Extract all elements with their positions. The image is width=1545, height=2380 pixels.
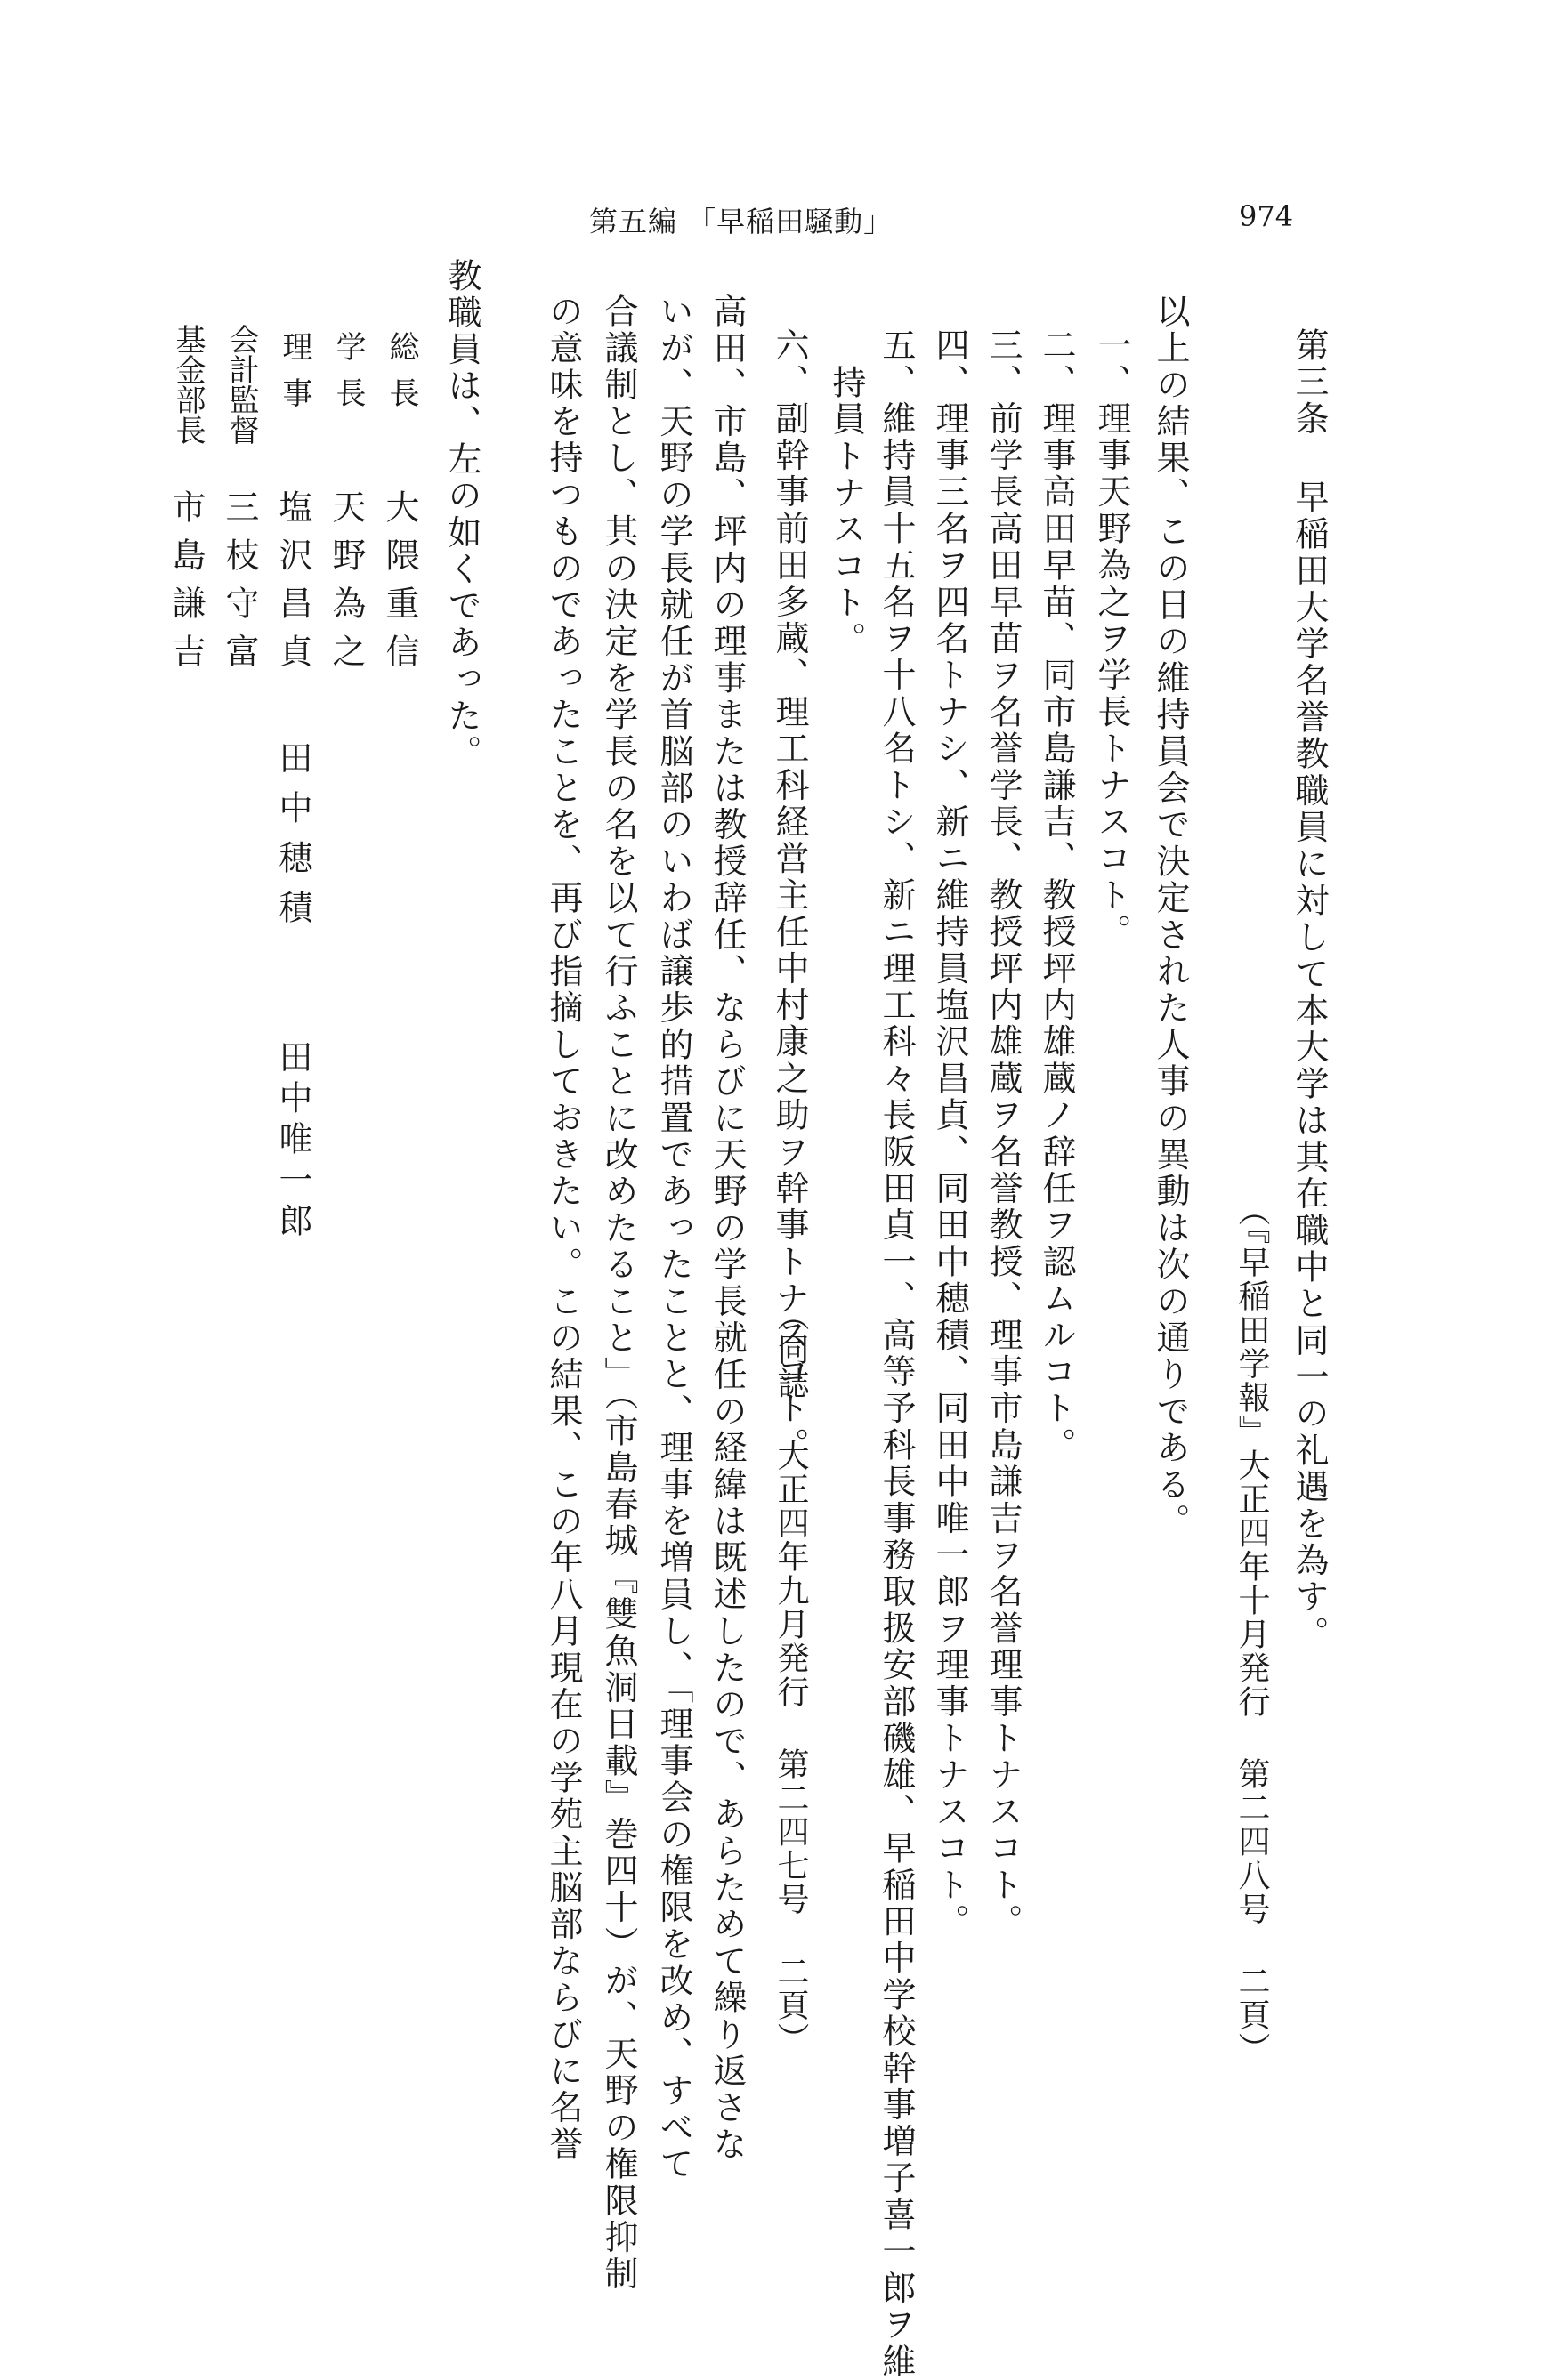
list-citation: （同誌 大正四年九月発行 第二四七号 二頁）	[772, 1299, 809, 2056]
staff-name: 田中唯一郎	[273, 1039, 312, 1244]
list-item: 六、副幹事前田多蔵、理工科経営主任中村康之助ヲ幹事トナスコト。	[770, 327, 809, 1464]
header-title: 第五編 「早稲田騒動」	[589, 205, 894, 238]
article-line: 第三条 早稲田大学名誉教職員に対して本大学は其在職中と同一の礼遇を為す。	[1290, 327, 1329, 1653]
list-item: 二、理事高田早苗、同市島謙吉、教授坪内雄蔵ノ辞任ヲ認ムルコト。	[1037, 327, 1076, 1464]
staff-name: 田中穂積	[273, 740, 312, 940]
list-item: 持員トナスコト。	[827, 365, 866, 658]
staff-role: 基金部長	[170, 324, 206, 445]
article-citation: （『早稲田学報』大正四年十月発行 第二四八号 二頁）	[1234, 1194, 1270, 2066]
page-number: 974	[1239, 199, 1294, 233]
staff-role: 学長	[330, 331, 366, 424]
list-item: 三、前学長高田早苗ヲ名誉学長、教授坪内雄蔵ヲ名誉教授、理事市島謙吉ヲ名誉理事トナスコト。	[983, 327, 1023, 1940]
list-item: 五、維持員十五名ヲ十八名トシ、新ニ理工科々長阪田貞一、高等予科長事務取扱安部磯雄、早稲田中学校幹事増子喜一郎ヲ維	[877, 327, 916, 2380]
intro-text: 以上の結果、この日の維持員会で決定された人事の異動は次の通りである。	[1151, 294, 1190, 1540]
staff-name: 大隈重信	[380, 489, 419, 682]
staff-name: 天野為之	[327, 489, 366, 682]
staff-name: 三枝守富	[220, 489, 259, 682]
paragraph-line: 教職員は、左の如くであった。	[442, 258, 481, 771]
staff-role: 会計監督	[223, 324, 259, 445]
list-item: 四、理事三名ヲ四名トナシ、新ニ維持員塩沢昌貞、同田中穂積、同田中唯一郎ヲ理事トナスコト。	[930, 327, 969, 1940]
staff-role: 総長	[384, 331, 419, 424]
paragraph-line: 高田、市島、坪内の理事または教授辞任、ならびに天野の学長就任の経緯は既述したので、あらためて繰り返さな	[708, 294, 747, 2164]
paragraph-line: 合議制とし、其の決定を学長の名を以て行ふことに改めたること」（市島春城『雙魚洞日載』巻四十）が、天野の権限抑制	[599, 294, 638, 2293]
staff-name: 市島謙吉	[166, 489, 206, 682]
paragraph-line: いが、天野の学長就任が首脳部のいわば譲歩的措置であったことと、理事を増員し、「理事会の権限を改め、すべて	[654, 294, 693, 2183]
staff-name: 塩沢昌貞	[273, 489, 312, 682]
paragraph-line: の意味を持つものであったことを、再び指摘しておきたい。この結果、この年八月現在の学苑主脳部ならびに名誉	[544, 294, 583, 2164]
list-item: 一、理事天野為之ヲ学長トナスコト。	[1092, 327, 1131, 951]
staff-role: 理事	[277, 331, 312, 424]
